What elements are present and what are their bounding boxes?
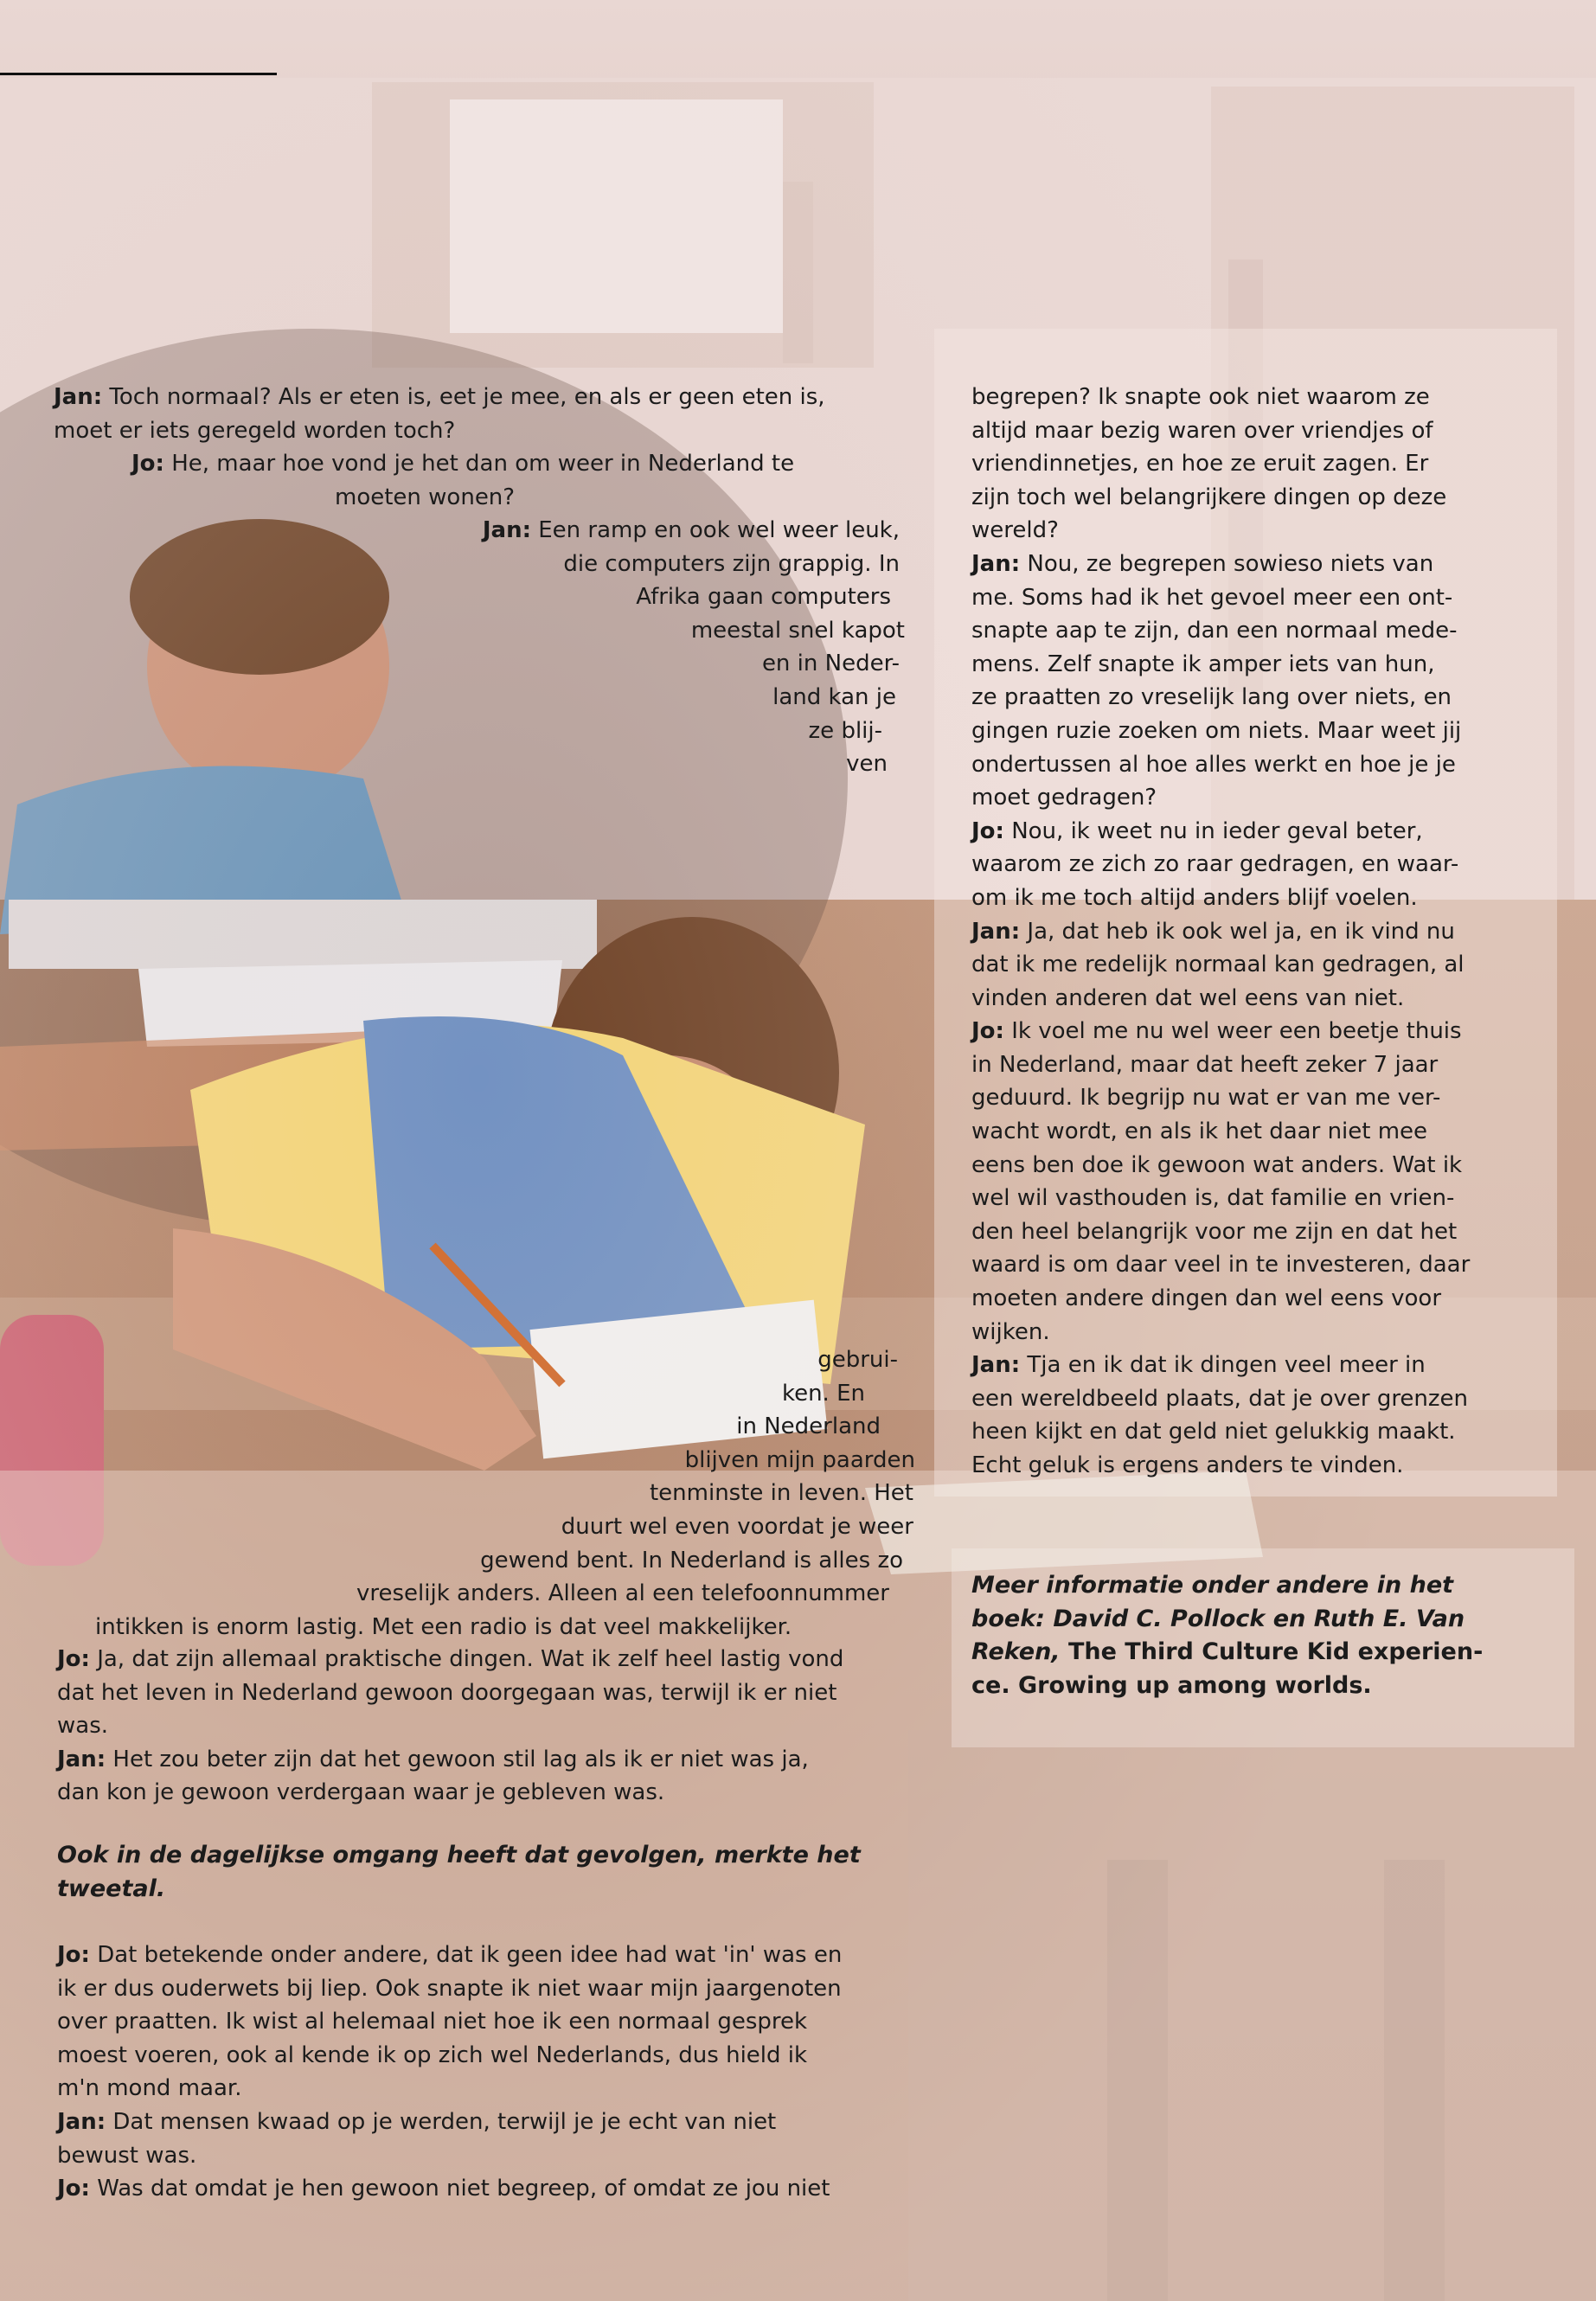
speaker: Jo:: [971, 1018, 1004, 1045]
dialogue-text: Was dat omdat je hen gewoon niet begreep, of omdat ze jou niet: [89, 2176, 830, 2202]
dialogue-text: duurt wel even voordat je weer: [561, 1513, 913, 1540]
dialogue-text: in Nederland: [736, 1413, 881, 1440]
dialogue-text: wereld?: [971, 517, 1059, 544]
dialogue-text: in Nederland, maar dat heeft zeker 7 jaar: [971, 1051, 1439, 1078]
dialogue-text: die computers zijn grappig. In: [563, 550, 900, 577]
dialogue-text: Het zou beter zijn dat het gewoon stil lag als ik er niet was ja,: [106, 1746, 809, 1772]
intro-line: Ook in de dagelijkse omgang heeft dat gevolgen, merkte het: [57, 1842, 861, 1868]
dialogue-text: vreselijk anders. Alleen al een telefoonnummer: [356, 1580, 889, 1607]
dialogue-text: en in Neder-: [761, 651, 900, 677]
more-info-line: Meer informatie onder andere in het: [971, 1572, 1454, 1599]
dialogue-text: mens. Zelf snapte ik amper iets van hun,: [971, 651, 1435, 677]
dialogue-text: zijn toch wel belangrijkere dingen op deze: [971, 484, 1447, 510]
dialogue-text: gewend bent. In Nederland is alles zo: [480, 1547, 903, 1574]
dialogue-text: Echt geluk is ergens anders te vinden.: [971, 1452, 1404, 1478]
dialogue-text: waard is om daar veel in te investeren, daar: [971, 1252, 1471, 1279]
dialogue-text: moet gedragen?: [971, 785, 1157, 811]
dialogue-text: Nou, ze begrepen sowieso niets van: [1020, 550, 1434, 577]
more-info-line: Reken,: [971, 1638, 1068, 1666]
left-bottom-lines: [57, 1939, 931, 2206]
dialogue-text: Een ramp en ook wel weer leuk,: [530, 517, 900, 543]
speaker: Jo:: [57, 1942, 90, 1968]
speaker: Jo:: [57, 1646, 90, 1672]
speaker: Jan:: [482, 517, 531, 543]
speaker: Jan:: [971, 1352, 1021, 1379]
dialogue-text: ze blij-: [808, 717, 882, 744]
dialogue-text: land kan je: [772, 683, 896, 710]
speaker: Jan:: [971, 918, 1021, 945]
dialogue-text: ik er dus ouderwets bij liep. Ook snapte ik niet waar mijn jaargenoten: [57, 1975, 842, 2002]
left-top-lines: [54, 381, 901, 514]
dialogue-text: dat ik me redelijk normaal kan gedragen, al: [971, 952, 1465, 978]
dialogue-text: tenminste in leven. Het: [649, 1480, 913, 1507]
dialogue-text: wacht wordt, en als ik het daar niet mee: [971, 1118, 1428, 1145]
section-intro: [57, 1839, 922, 1906]
dialogue-text: dat het leven in Nederland gewoon doorgegaan was, terwijl ik er niet: [57, 1679, 837, 1706]
dialogue-text: Dat betekende onder andere, dat ik geen idee had wat 'in' was en: [89, 1942, 843, 1968]
dialogue-text: Ik voel me nu wel weer een beetje thuis: [1003, 1018, 1462, 1045]
dialogue-text: blijven mijn paarden: [684, 1446, 915, 1473]
speaker: Jan:: [971, 550, 1021, 577]
more-info: [971, 1569, 1542, 1702]
dialogue-text: was.: [57, 1713, 109, 1740]
book-title: The Third Culture Kid experien-: [1067, 1638, 1484, 1666]
dialogue-text: me. Soms had ik het gevoel meer een ont-: [971, 584, 1453, 611]
speaker: Jo:: [57, 2176, 90, 2202]
left-stair-lines: [0, 514, 908, 781]
dialogue-text: intikken is enorm lastig. Met een radio is dat veel makkelijker.: [95, 1613, 792, 1640]
more-info-line: boek: David C. Pollock en Ruth E. Van: [971, 1605, 1465, 1632]
dialogue-text: bewust was.: [57, 2142, 197, 2169]
dialogue-text: Afrika gaan computers: [636, 584, 891, 611]
left-after-lines: [57, 1643, 922, 1810]
dialogue-text: dan kon je gewoon verdergaan waar je gebleven was.: [57, 1779, 665, 1806]
dialogue-text: een wereldbeeld plaats, dat je over grenzen: [971, 1385, 1469, 1412]
dialogue-text: snapte aap te zijn, dan een normaal mede-: [971, 618, 1458, 644]
book-title: ce. Growing up among worlds.: [971, 1671, 1372, 1699]
right-column: [971, 381, 1525, 1483]
dialogue-text: Ja, dat heb ik ook wel ja, en ik vind nu: [1020, 918, 1455, 945]
dialogue-text: vriendinnetjes, en hoe ze eruit zagen. Er: [971, 451, 1429, 478]
dialogue-text: altijd maar bezig waren over vriendjes of: [971, 417, 1433, 444]
dialogue-text: moest voeren, ook al kende ik op zich wel Nederlands, dus hield ik: [57, 2041, 808, 2068]
dialogue-text: ze praatten zo vreselijk lang over niets, en: [971, 684, 1452, 711]
dialogue-text: ven: [846, 751, 888, 778]
intro-line: tweetal.: [57, 1875, 166, 1902]
dialogue-text: moeten wonen?: [335, 484, 516, 510]
speaker: Jan:: [54, 384, 103, 410]
speaker: Jan:: [57, 1746, 106, 1772]
dialogue-text: moeten andere dingen dan wel eens voor: [971, 1285, 1442, 1312]
dialogue-text: ken. En: [781, 1380, 865, 1407]
dialogue-text: om ik me toch altijd anders blijf voelen.: [971, 884, 1418, 911]
dialogue-text: m'n mond maar.: [57, 2075, 242, 2102]
dialogue-text: eens ben doe ik gewoon wat anders. Wat ik: [971, 1151, 1463, 1178]
dialogue-text: He, maar hoe vond je het dan om weer in Nederland te: [163, 451, 795, 478]
speaker: Jan:: [57, 2108, 106, 2135]
dialogue-text: gebrui-: [817, 1347, 898, 1373]
dialogue-text: ondertussen al hoe alles werkt en hoe je je: [971, 751, 1456, 778]
speaker: Jo:: [971, 817, 1004, 844]
dialogue-text: Ja, dat zijn allemaal praktische dingen. Wat ik zelf heel lastig vond: [89, 1646, 844, 1672]
dialogue-text: Nou, ik weet nu in ieder geval beter,: [1003, 817, 1423, 844]
dialogue-text: geduurd. Ik begrijp nu wat er van me ver-: [971, 1085, 1441, 1112]
speaker: Jo:: [131, 451, 164, 478]
dialogue-text: waarom ze zich zo raar gedragen, en waar-: [971, 851, 1459, 878]
dialogue-text: den heel belangrijk voor me zijn en dat het: [971, 1218, 1458, 1245]
dialogue-text: moet er iets geregeld worden toch?: [54, 417, 456, 444]
dialogue-text: meestal snel kapot: [690, 617, 905, 644]
dialogue-text: Tja en ik dat ik dingen veel meer in: [1020, 1352, 1426, 1379]
dialogue-text: wel wil vasthouden is, dat familie en vrien-: [971, 1185, 1455, 1212]
left-lower-stair-lines: [0, 1343, 917, 1644]
dialogue-text: Toch normaal? Als er eten is, eet je mee, en als er geen eten is,: [102, 384, 825, 410]
dialogue-text: heen kijkt en dat geld niet gelukkig maakt.: [971, 1419, 1456, 1445]
dialogue-text: begrepen? Ik snapte ook niet waarom ze: [971, 384, 1430, 410]
dialogue-text: vinden anderen dat wel eens van niet.: [971, 984, 1405, 1011]
dialogue-text: Dat mensen kwaad op je werden, terwijl je je echt van niet: [106, 2108, 777, 2135]
dialogue-text: over praatten. Ik wist al helemaal niet hoe ik een normaal gesprek: [57, 2009, 808, 2035]
dialogue-text: wijken.: [971, 1318, 1050, 1345]
dialogue-text: gingen ruzie zoeken om niets. Maar weet jij: [971, 717, 1462, 744]
